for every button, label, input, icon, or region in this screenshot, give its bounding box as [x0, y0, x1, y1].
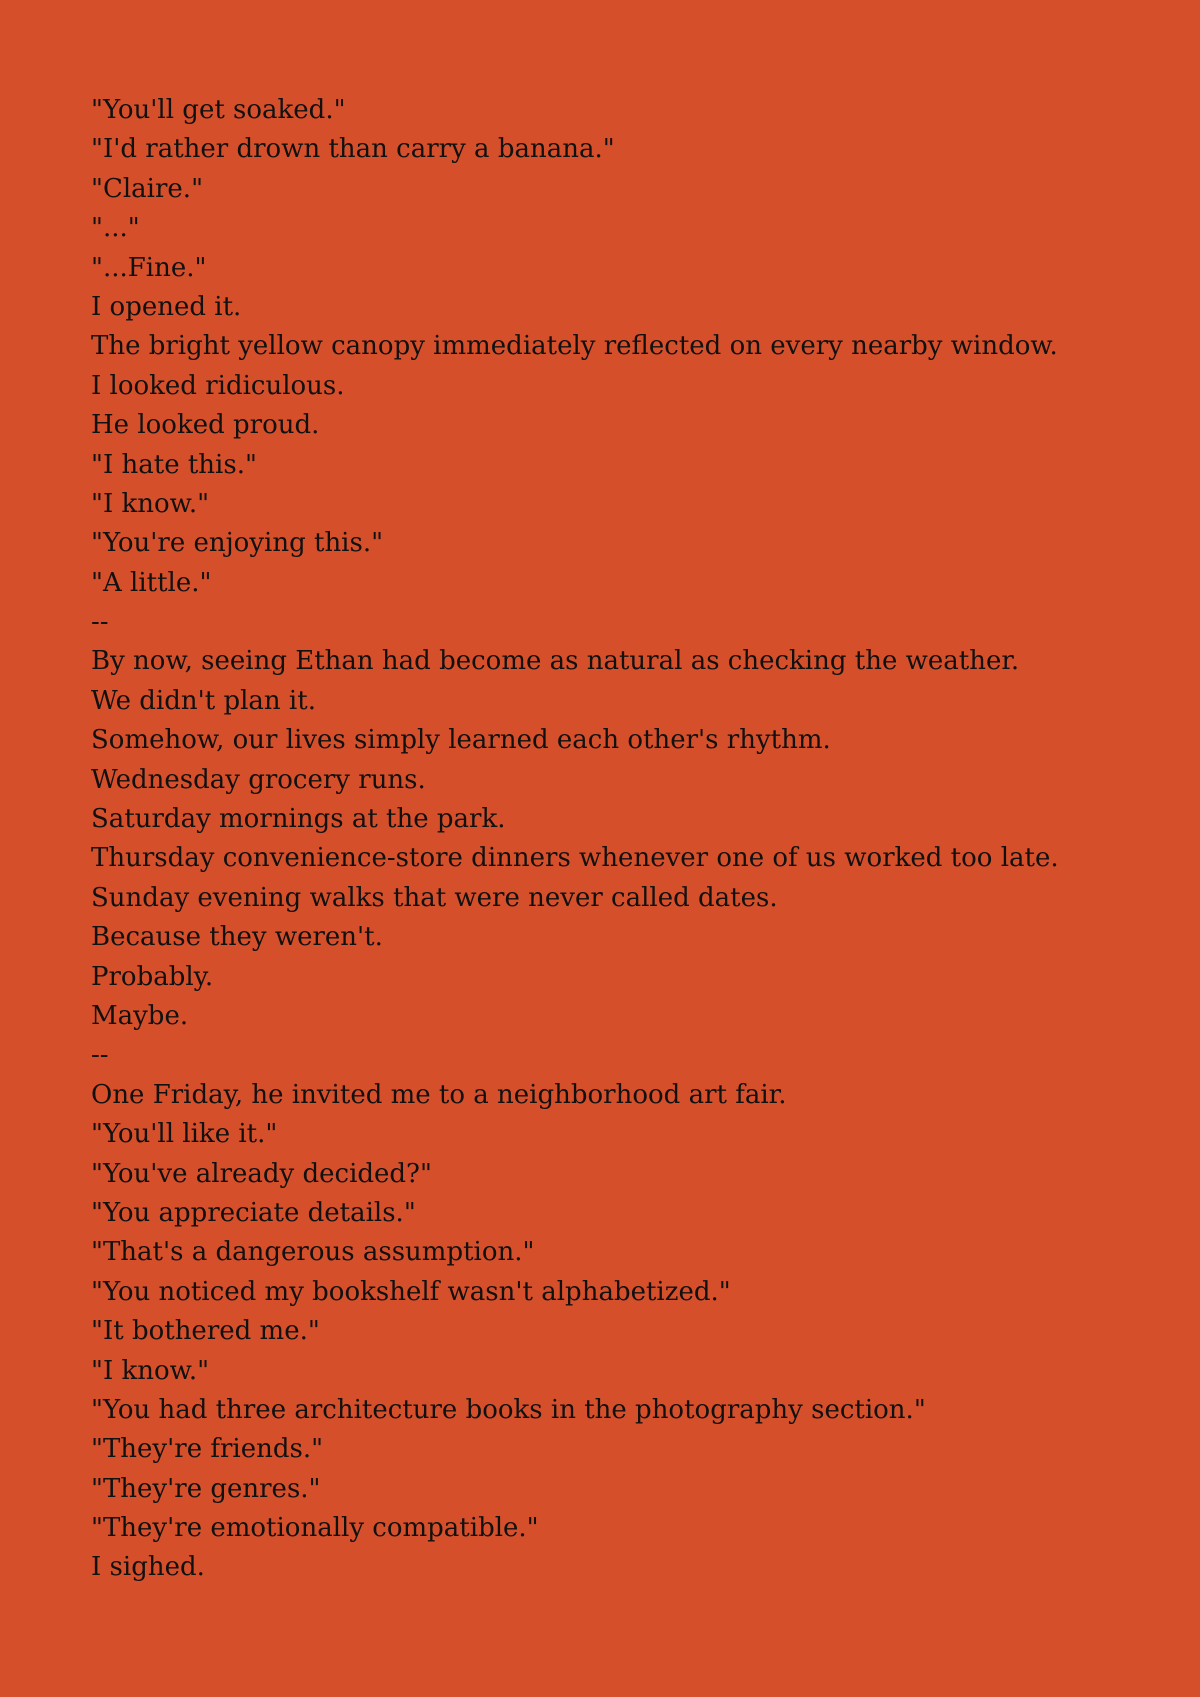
text-line: Wednesday grocery runs.: [91, 764, 426, 795]
section-divider: --: [91, 607, 109, 638]
text-line: "That's a dangerous assumption.": [91, 1237, 535, 1268]
text-line: He looked proud.: [91, 410, 320, 441]
text-line: "Claire.": [91, 173, 204, 204]
text-line: Probably.: [91, 961, 214, 992]
text-line: "They're emotionally compatible.": [91, 1513, 539, 1544]
text-line: "I hate this.": [91, 449, 257, 480]
text-line: "You appreciate details.": [91, 1197, 416, 1228]
text-line: "They're friends.": [91, 1434, 324, 1465]
text-line: "You noticed my bookshelf wasn't alphabetized.": [91, 1276, 731, 1307]
section-divider: --: [91, 1040, 109, 1071]
text-line: "It bothered me.": [91, 1316, 320, 1347]
text-line: I opened it.: [91, 291, 242, 322]
text-line: "...": [91, 213, 140, 244]
text-line: "I'd rather drown than carry a banana.": [91, 134, 615, 165]
text-line: I sighed.: [91, 1552, 205, 1583]
text-line: "You've already decided?": [91, 1158, 432, 1189]
text-line: Somehow, our lives simply learned each other's rhythm.: [91, 725, 831, 756]
text-line: Thursday convenience-store dinners whenever one of us worked too late.: [91, 843, 1059, 874]
story-text: [91, 91, 1200, 1588]
text-line: Maybe.: [91, 1000, 189, 1031]
text-line: "You had three architecture books in the photography section.": [91, 1394, 926, 1425]
text-line: Saturday mornings at the park.: [91, 804, 506, 835]
text-line: "A little.": [91, 567, 212, 598]
text-line: "...Fine.": [91, 252, 207, 283]
text-line: We didn't plan it.: [91, 685, 316, 716]
text-line: "They're genres.": [91, 1473, 321, 1504]
text-line: By now, seeing Ethan had become as natural as checking the weather.: [91, 646, 1020, 677]
text-line: "You'll get soaked.": [91, 95, 346, 125]
text-line: "You'll like it.": [91, 1119, 278, 1150]
text-line: Because they weren't.: [91, 922, 383, 953]
text-line: "I know.": [91, 1355, 210, 1386]
text-line: I looked ridiculous.: [91, 370, 345, 401]
text-line: The bright yellow canopy immediately reflected on every nearby window.: [91, 331, 1058, 362]
text-line: "I know.": [91, 488, 210, 519]
text-line: One Friday, he invited me to a neighborhood art fair.: [91, 1079, 787, 1110]
text-line: "You're enjoying this.": [91, 528, 384, 559]
text-line: Sunday evening walks that were never called dates.: [91, 882, 778, 913]
